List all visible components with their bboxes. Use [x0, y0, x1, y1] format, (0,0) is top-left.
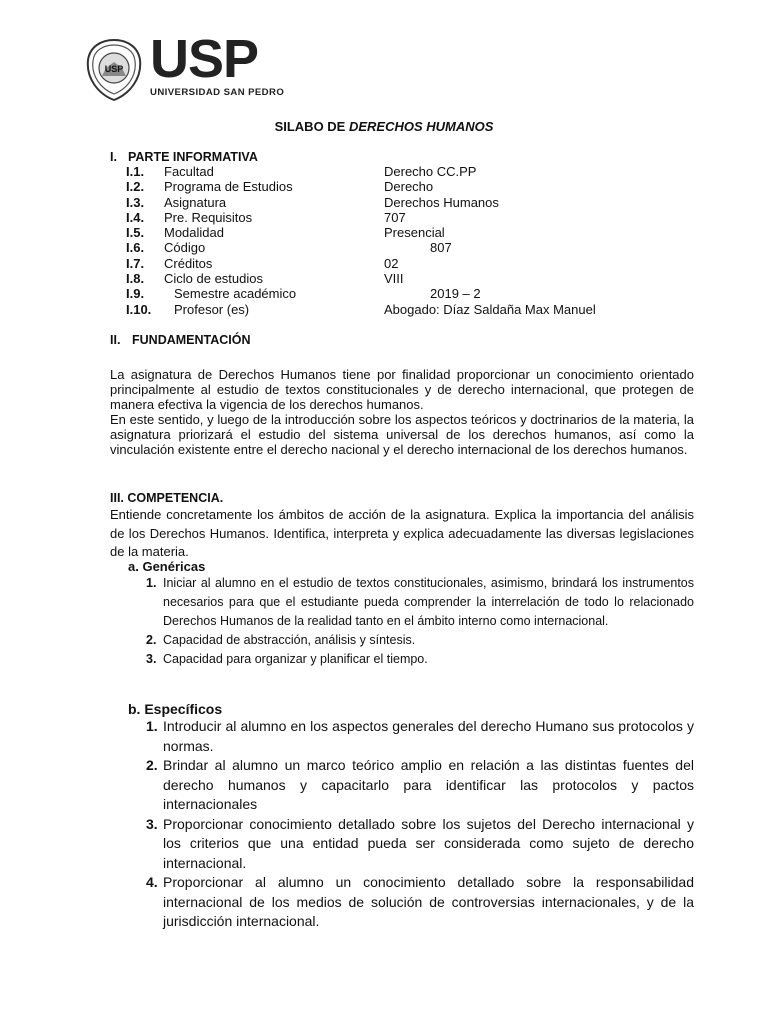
item-number: 3. [146, 652, 157, 666]
list-item [146, 815, 694, 874]
info-row [126, 179, 726, 194]
info-label: Profesor (es) [174, 301, 250, 317]
info-label: Créditos [164, 255, 213, 271]
list-item [146, 574, 694, 631]
info-label: Ciclo de estudios [164, 271, 263, 287]
info-label: Programa de Estudios [164, 179, 293, 195]
section-3-heading: III. COMPETENCIA. [110, 491, 224, 505]
logo-text: USP [150, 29, 259, 89]
item-number: 1. [146, 718, 158, 734]
info-code: I.6. [126, 240, 145, 256]
item-text: Proporcionar al alumno un conocimiento detallado sobre la responsabilidad internacional de los medios de solución de controversias internacionales, y de la jurisdicción internacional. [163, 874, 694, 929]
genericas-list [146, 574, 694, 669]
info-row [126, 210, 726, 225]
info-row [126, 256, 726, 271]
info-value: 707 [384, 209, 406, 225]
info-code: I.1. [126, 164, 145, 179]
info-value: Presencial [384, 225, 445, 241]
info-code: I.5. [126, 225, 145, 241]
fundamentacion-paragraph-2: En este sentido, y luego de la introducción sobre los aspectos teóricos y doctrinarios de la materia, la asignatura priorizará el estudio del sistema universal de los derechos humanos, así como la vinculación existente entre el derecho nacional y el derecho internacional de los derechos humanos. [110, 412, 694, 457]
info-row [126, 286, 726, 301]
info-code: I.4. [126, 209, 145, 225]
list-item [146, 650, 694, 669]
info-value: 807 [430, 240, 452, 256]
especificos-heading: b. Específicos [128, 701, 223, 717]
item-text: Proporcionar conocimiento detallado sobre los sujetos del Derecho internacional y los criterios que una entidad pueda ser considerada como sujeto de derecho internacional. [163, 815, 694, 871]
item-text: Introducir al alumno en los aspectos generales del derecho Humano sus protocolos y normas. [163, 718, 694, 754]
section-2-heading [110, 333, 251, 347]
info-row [126, 302, 726, 317]
university-seal-icon [86, 38, 142, 102]
header-logo [86, 29, 326, 102]
section-2-number: II. [110, 333, 121, 347]
item-number: 3. [146, 815, 158, 832]
info-label: Asignatura [164, 194, 227, 210]
genericas-heading: a. Genéricas [128, 559, 206, 574]
info-value: VIII [384, 271, 404, 287]
info-label: Facultad [164, 164, 214, 179]
info-label: Pre. Requisitos [164, 209, 253, 225]
list-item [146, 631, 694, 650]
info-row [126, 225, 726, 240]
competencia-intro-text: Entiende concretamente los ámbitos de acción de la asignatura. Explica la importancia del análisis de los Derechos Humanos. Identifica, interpreta y explica adecuadamente las diversas legislaciones de la materia. [110, 507, 694, 559]
info-code: I.7. [126, 255, 145, 271]
list-item [146, 756, 694, 815]
info-code: I.3. [126, 194, 145, 210]
info-table [126, 164, 726, 317]
item-text: Iniciar al alumno en el estudio de textos constitucionales, asimismo, brindará los instrumentos necesarios para que el estudiante pueda comprender la interrelación de todo lo relacionado Derechos Humanos de la realidad tanto en el ámbito interno como internacional. [163, 576, 694, 628]
info-value: Derechos Humanos [384, 194, 499, 210]
info-code: I.8. [126, 271, 145, 287]
section-2-title: FUNDAMENTACIÓN [132, 333, 251, 347]
fundamentacion-text [110, 367, 694, 457]
item-number: 2. [146, 757, 158, 773]
info-row [126, 195, 726, 210]
section-1-title: PARTE INFORMATIVA [128, 150, 258, 164]
title-subject: DERECHOS HUMANOS [348, 119, 494, 134]
info-row [126, 271, 726, 286]
info-value: Abogado: Díaz Saldaña Max Manuel [384, 301, 596, 317]
info-value: 2019 – 2 [430, 286, 481, 302]
info-value: 02 [384, 255, 399, 271]
logo-subtitle: UNIVERSIDAD SAN PEDRO [150, 87, 285, 98]
info-label: Modalidad [164, 225, 224, 241]
section-1-heading [110, 150, 258, 164]
info-code: I.2. [126, 179, 145, 195]
list-item [146, 717, 694, 756]
info-code: I.9. [126, 286, 145, 302]
info-label: Código [164, 240, 206, 256]
item-number: 1. [146, 576, 157, 590]
especificos-list [146, 717, 694, 932]
item-number: 4. [146, 874, 158, 890]
page-title [0, 119, 768, 134]
info-row [126, 240, 726, 255]
info-code: I.10. [126, 301, 152, 317]
list-item [146, 873, 694, 932]
info-value: Derecho [384, 179, 434, 195]
info-value: Derecho CC.PP [384, 164, 477, 179]
fundamentacion-paragraph-1: La asignatura de Derechos Humanos tiene por finalidad proporcionar un conocimiento orientado principalmente al estudio de textos constitucionales y de derecho internacional, que protegen de manera efectiva la vigencia de los derechos humanos. [110, 367, 694, 412]
svg-text:USP: USP [104, 64, 124, 74]
item-number: 2. [146, 633, 157, 647]
item-text: Capacidad de abstracción, análisis y síntesis. [163, 633, 416, 647]
item-text: Brindar al alumno un marco teórico amplio en relación a las distintas fuentes del derecho humanos y capacitarlo para identificar las protocolos y pactos internacionales [163, 757, 694, 812]
info-row [126, 164, 726, 179]
title-prefix: SILABO DE [274, 119, 349, 134]
info-label: Semestre académico [174, 286, 297, 302]
item-text: Capacidad para organizar y planificar el tiempo. [163, 652, 428, 666]
competencia-intro [110, 506, 694, 562]
section-1-number: I. [110, 150, 117, 164]
